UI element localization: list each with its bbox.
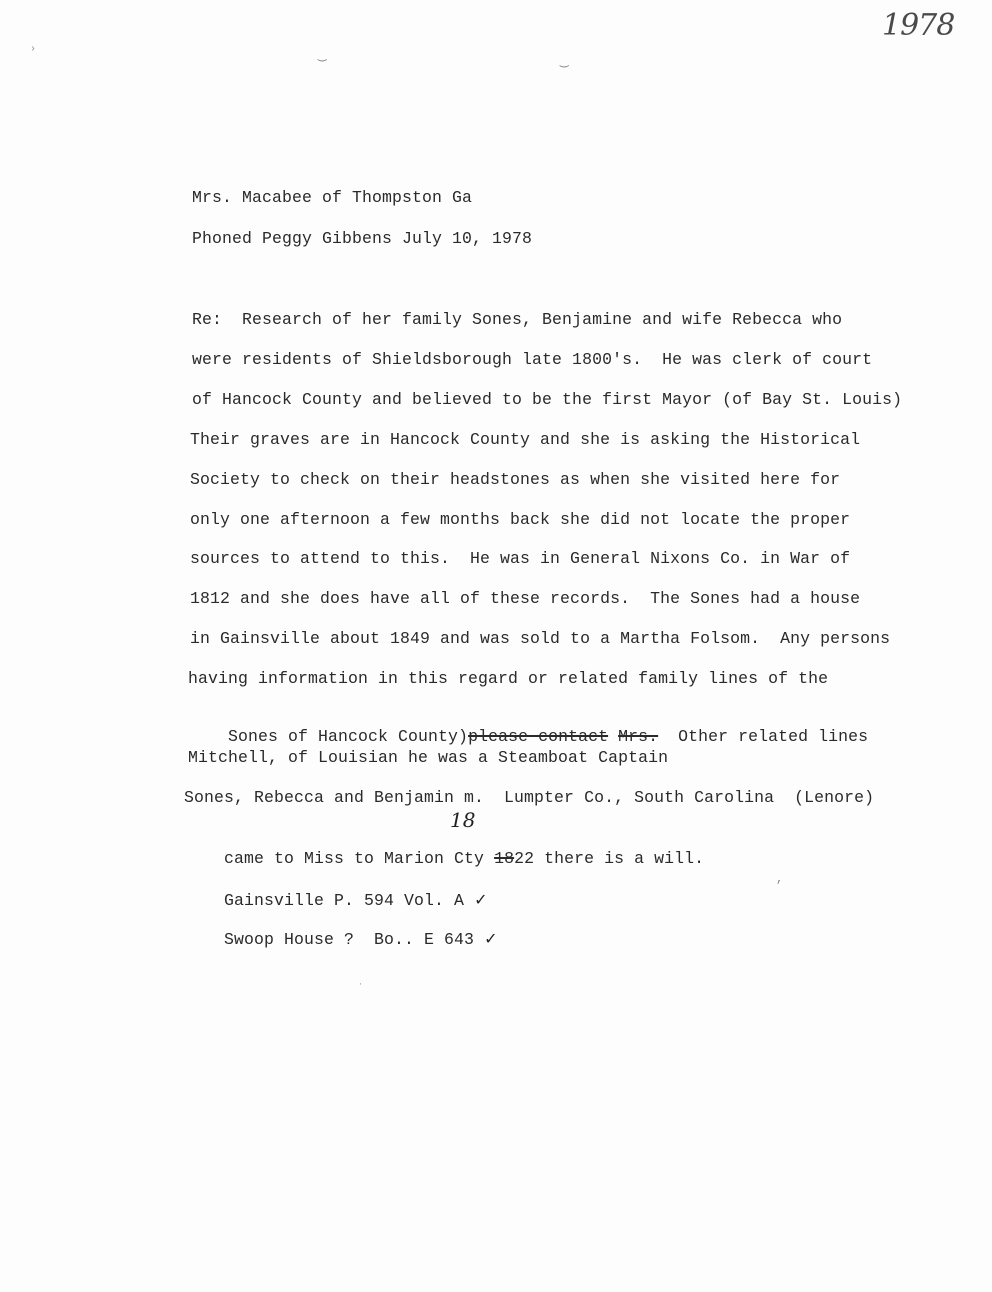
body-line: sources to attend to this. He was in General Nixons Co. in War of bbox=[190, 549, 851, 568]
body-line: Re: Research of her family Sones, Benjamine and wife Rebecca who bbox=[192, 310, 843, 329]
struck-text: 18 bbox=[494, 849, 515, 868]
body-line: in Gainsville about 1849 and was sold to a Martha Folsom. Any persons bbox=[190, 629, 891, 648]
will-text: 22 there is a will. bbox=[514, 849, 705, 868]
struck-text: please contact bbox=[468, 727, 609, 746]
stray-mark: , bbox=[776, 872, 784, 886]
header-name-line: Mrs. Macabee of Thompston Ga bbox=[192, 188, 473, 207]
header-phone-line: Phoned Peggy Gibbens July 10, 1978 bbox=[192, 229, 533, 248]
body-line: Mitchell, of Louisian he was a Steamboat Captain bbox=[188, 748, 669, 767]
struck-text: Mrs. bbox=[618, 727, 659, 746]
stray-mark: › bbox=[30, 44, 37, 55]
body-line: of Hancock County and believed to be the first Mayor (of Bay St. Louis) bbox=[192, 390, 903, 409]
handwritten-correction: 18 bbox=[450, 808, 476, 832]
reference-text: Swoop House ? Bo.. E 643 bbox=[224, 930, 475, 949]
handwritten-year: 1978 bbox=[882, 8, 955, 43]
body-line: Their graves are in Hancock County and she is asking the Historical bbox=[190, 430, 861, 449]
body-line: Society to check on their headstones as when she visited here for bbox=[190, 470, 841, 489]
stray-mark: ‿ bbox=[318, 47, 327, 63]
body-line: were residents of Shieldsborough late 1800's. He was clerk of court bbox=[192, 350, 873, 369]
stray-mark: · bbox=[358, 980, 363, 989]
marion-text: came to Miss to Marion Cty bbox=[224, 849, 495, 868]
body-line: Sones, Rebecca and Benjamin m. Lumpter Co., South Carolina (Lenore) bbox=[184, 788, 875, 807]
stray-mark: ‿ bbox=[560, 53, 569, 69]
reference-text: Gainsville P. 594 Vol. A bbox=[224, 891, 465, 910]
checkmark-icon: ✓ bbox=[484, 929, 498, 948]
body-line: having information in this regard or related family lines of the bbox=[188, 669, 829, 688]
related-lines-text: Other related lines bbox=[658, 727, 869, 746]
checkmark-icon: ✓ bbox=[474, 890, 488, 909]
body-line: 1812 and she does have all of these records. The Sones had a house bbox=[190, 589, 861, 608]
body-line: only one afternoon a few months back she did not locate the proper bbox=[190, 510, 851, 529]
sones-county-text: Sones of Hancock County) bbox=[228, 727, 469, 746]
reference-line bbox=[184, 910, 498, 968]
